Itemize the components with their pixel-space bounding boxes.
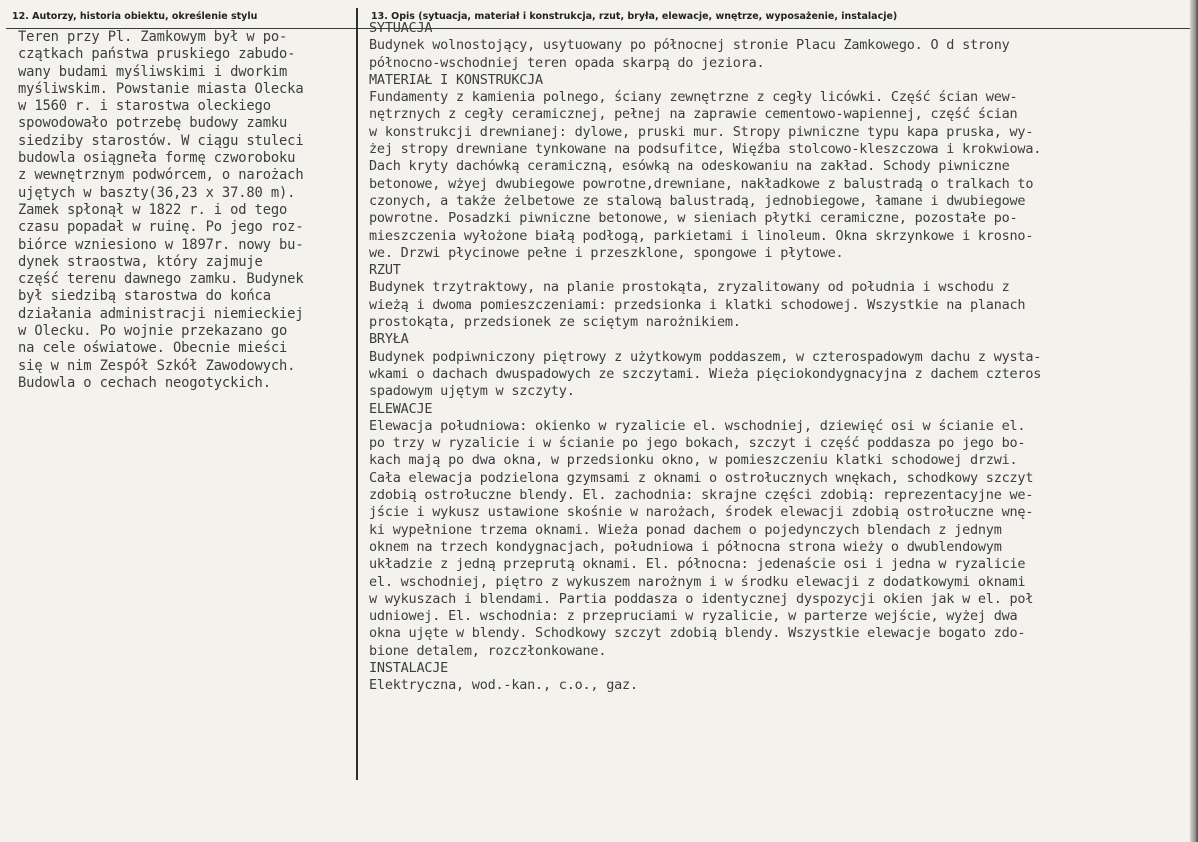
section-12-header: 12. Autorzy, historia obiektu, określenie stylu — [12, 11, 258, 22]
text-line: oknem na trzech kondygnacjach, południowa i północna strona wieży o dwublendowym — [369, 538, 1002, 555]
text-line: MATERIAŁ I KONSTRUKCJA — [369, 71, 543, 88]
text-line: na cele oświatowe. Obecnie mieści — [18, 340, 288, 357]
text-line: w 1560 r. i starostwa oleckiego — [18, 98, 271, 115]
text-line: biórce wzniesiono w 1897r. nowy bu- — [18, 236, 304, 253]
text-line: czonych, a także żelbetowe ze stalową balustradą, jednobiegowe, łamane i dwubiegowe — [369, 192, 1026, 209]
text-line: powrotne. Posadzki piwniczne betonowe, w sieniach płytki ceramiczne, pozostałe po- — [369, 210, 1018, 227]
text-line: układzie z jedną przeprutą oknami. El. północna: jedenaście osi i jedna w ryzalicie — [369, 556, 1026, 573]
text-line: jście i wykusz ustawione skośnie w narożach, środek elewacji zdobią ostrołuczne wnę- — [369, 504, 1034, 521]
card-edge-shadow — [1190, 0, 1198, 842]
text-line: czasu popadał w ruinę. Po jego roz- — [18, 219, 304, 236]
description-text — [369, 20, 1041, 695]
text-line: część terenu dawnego zamku. Budynek — [18, 271, 304, 288]
text-line: wieżą i dwoma pomieszczeniami: przedsionka i klatki schodowej. Wszystkie na planach — [369, 296, 1026, 313]
text-line: Dach kryty dachówką ceramiczną, esówką na odeskowaniu na zakład. Schody piwniczne — [369, 158, 1010, 175]
text-line: udniowej. El. wschodnia: z przepruciami w ryzalicie, w parterze wejście, wyżej dwa — [369, 608, 1018, 625]
text-line: Budynek wolnostojący, usytuowany po północnej stronie Placu Zamkowego. O d strony — [369, 37, 1010, 54]
text-line: czątkach państwa pruskiego zabudo- — [18, 46, 296, 63]
text-line: prostokąta, przedsionek ze sciętym narożnikiem. — [369, 314, 741, 331]
text-line: Zamek spłonął w 1822 r. i od tego — [18, 201, 288, 218]
text-line: dynek straostwa, który zajmuje — [18, 253, 263, 270]
text-line: BRYŁA — [369, 331, 409, 348]
text-line: się w nim Zespół Szkół Zawodowych. — [18, 357, 296, 374]
text-line: nętrznych z cegły ceramicznej, pełnej na zaprawie cementowo-wapiennej, część ścian — [369, 106, 1018, 123]
text-line: Teren przy Pl. Zamkowym był w po- — [18, 29, 288, 45]
text-line: budowla osiągneła formę czworoboku — [18, 150, 296, 167]
text-line: Budowla o cechach neogotyckich. — [18, 374, 271, 391]
text-line: w Olecku. Po wojnie przekazano go — [18, 323, 288, 340]
text-line: INSTALACJE — [369, 659, 449, 676]
text-line: myśliwskim. Powstanie miasta Olecka — [18, 80, 304, 97]
section-13-header: 13. Opis (sytuacja, materiał i konstrukcja, rzut, bryła, elewacje, wnętrze, wyposażenie, instalacje) — [371, 11, 898, 22]
text-line: Cała elewacja podzielona gzymsami z oknami o ostrołucznych wnękach, schodkowy szczyt — [369, 469, 1034, 486]
text-line: RZUT — [369, 262, 401, 279]
text-line: z wewnętrznym podwórcem, o narożach — [18, 167, 304, 184]
text-line: w konstrukcji drewnianej: dylowe, pruski mur. Stropy piwniczne typu kapa pruska, wy- — [369, 123, 1034, 140]
text-line: w wykuszach i blendami. Partia poddasza o identycznej dyspozycji okien jak w el. poł — [369, 590, 1034, 607]
text-line: po trzy w ryzalicie i w ścianie po jego bokach, szczyt i część poddasza po jego bo- — [369, 435, 1026, 452]
text-line: el. wschodniej, piętro z wykuszem narożnym i w środku elewacji z dodatkowymi oknami — [369, 573, 1026, 590]
column-divider — [356, 8, 358, 780]
text-line: zdobią ostrołuczne blendy. El. zachodnia: skrajne części zdobią: reprezentacyjne we- — [369, 487, 1034, 504]
text-line: żej stropy drewniane tynkowane na podsufitce, Więźba stolcowo-kleszczowa i krokwiowa. — [369, 141, 1042, 158]
text-line: Elewacja południowa: okienko w ryzalicie el. wschodniej, dziewięć osi w ścianie el. — [369, 417, 1026, 434]
text-line: Budynek trzytraktowy, na planie prostokąta, zryzalitowany od południa i wschodu z — [369, 279, 1010, 296]
text-line: we. Drzwi płycinowe pełne i przeszklone, spongowe i płytowe. — [369, 244, 844, 261]
text-line: był siedzibą starostwa do końca — [18, 288, 271, 305]
text-line: ELEWACJE — [369, 400, 433, 417]
text-line: ujętych w baszty(36,23 x 37.80 m). — [18, 184, 296, 201]
text-line: kach mają po dwa okna, w przedsionku okno, w pomieszczeniu klatki schodowej drzwi. — [369, 452, 1018, 469]
text-line: północno-wschodniej teren opada skarpą do jeziora. — [369, 54, 765, 71]
text-line: spadowym ujętym w szczyty. — [369, 383, 575, 400]
text-line: ki wypełnione trzema oknami. Wieża ponad dachem o pojedynczych blendach z jednym — [369, 521, 1002, 538]
text-line: działania administracji niemieckiej — [18, 305, 304, 322]
text-line: wkami o dachach dwuspadowych ze szczytami. Wieża pięciokondygnacyjna z dachem czteros — [369, 365, 1042, 382]
text-line: SYTUACJA — [369, 20, 433, 36]
text-line: spowodowało potrzebę budowy zamku — [18, 115, 288, 132]
text-line: okna ujęte w blendy. Schodkowy szczyt zdobią blendy. Wszystkie elewacje bogato zdo- — [369, 625, 1026, 642]
text-line: siedziby starostów. W ciągu stuleci — [18, 132, 304, 149]
text-line: mieszczenia wyłożone białą podłogą, parkietami i linoleum. Okna skrzynkowe i krosno- — [369, 227, 1034, 244]
text-line: Elektryczna, wod.-kan., c.o., gaz. — [369, 677, 638, 694]
text-line: wany budami myśliwskimi i dworkim — [18, 63, 288, 80]
text-line: Budynek podpiwniczony piętrowy z użytkowym poddaszem, w czterospadowym dachu z wysta- — [369, 348, 1042, 365]
text-line: betonowe, wżyej dwubiegowe powrotne,drewniane, nakładkowe z balustradą o tralkach to — [369, 175, 1034, 192]
history-text — [18, 29, 303, 392]
text-line: bione detalem, rozczłonkowane. — [369, 642, 607, 659]
text-line: Fundamenty z kamienia polnego, ściany zewnętrzne z cegły licówki. Część ścian wew- — [369, 89, 1018, 106]
